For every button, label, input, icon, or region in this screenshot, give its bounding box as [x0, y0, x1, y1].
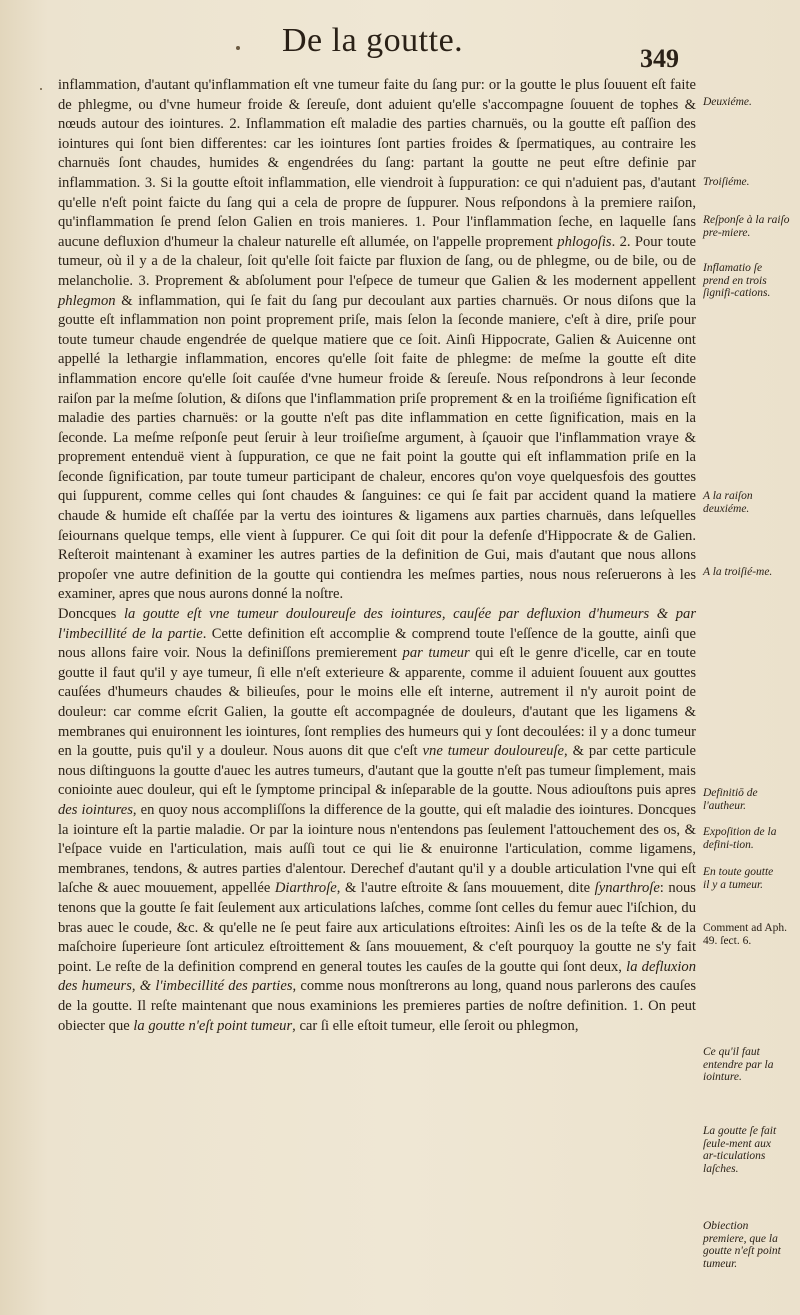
paragraph-2: [58, 605, 696, 1036]
text-run: : nous tenons que la goutte ſe fait ſeulement aux articulations laſches, comme ſont celles du femur auec l'iſchion, du bras auec le coude, &c. & qu'elle ne ſe peut faire aux articulations eſtroites: Ainſi les os de la teſte & de la maſchoire ſuperieure ſont articulez eſtroittement & ſans mouuement, & c'eſt pourquoy la goutte ne s'y fait point. Le reſte de la definition comprend en general toutes les cauſes de la goutte qui ſont deux,: [58, 880, 696, 975]
italic-run: par tumeur: [402, 645, 470, 662]
margin-note: La goutte ſe fait ſeule-ment aux ar-ticulations laſches.: [703, 1125, 777, 1175]
margin-note: Reſponſe à la raiſo pre-miere.: [703, 214, 790, 239]
page-number: 349: [640, 44, 679, 73]
main-text: [58, 76, 696, 1036]
italic-run: Diarthroſe: [274, 880, 337, 897]
text-run: & inflammation, qui ſe fait du ſang pur decoulant aux parties charnuës. Or nous diſons que la goutte eſt inflammation non point proprement priſe, mais ſelon la ſeconde maniere, c'eſt à dire, priſe pour toute tumeur chaude engendrée de quelque matiere que ce ſoit. Ainſi Hippocrate, Galien & Auicenne ont appellé la lethargie inflammation, encores qu'elle ſoit faite de phlegme: de meſme la goutte eſt dite inflammation encore qu'elle ſoit cauſée d'vne humeur froide & ſereuſe. Nous reſpondrons à leur ſeconde raiſon par la meſme ſolution, & diſons que l'inflammation priſe proprement & en la troiſiéme ſignification eſt maladie des parties charnuës: or la goutte n'eſt pas dite inflammation en cette ſignification, mais en la ſeconde. La meſme reſponſe peut ſeruir à leur troiſieſme argument, à ſçauoir que l'inflammation vraye & proprement entenduë vient à ſuppuration, ce que ne fait point la goutte qui eſt inflammation priſe en la ſeconde ſignification, par toute tumeur participant de chaleur, encores qu'on voye quelquesfois des gouttes qui ſuppurent, comme celles qui ſont chaudes & ſanguines: ce qui ſe fait par accident quand la matiere chaude & humide eſt chaſſée par la vertu des iointures & ligamens aux parties charnuës, dans leſquelles ſeiournans quelque temps, elle vient à ſuppurer. Ce qui ſoit dit pour la defenſe d'Hippocrate & de Galien. Reſteroit maintenant à examiner les autres parties de la definition de Gui, mais d'autant que nous allons propoſer vne autre definition de la goutte qui contiendra les meſmes parties, nous nous reſeruerons à les examiner, apres que nous aurons donné la noſtre.: [58, 292, 696, 603]
margin-note: Troiſiéme.: [703, 176, 750, 188]
running-title: De la goutte.: [282, 22, 464, 59]
italic-run: phlegmon: [58, 292, 116, 309]
margin-note: Comment ad Aph. 49. ſect. 6.: [703, 922, 788, 947]
paragraph-1: [58, 76, 696, 605]
text-run: . Cette definition eſt accomplie & comprend toute l'eſſence de la goutte, ainſi que nous allons faire voir. Nous la definiſſons premierement: [58, 625, 697, 662]
margin-note: Expoſition de la defini-tion.: [703, 826, 777, 851]
italic-run: la goutte eſt vne tumeur douloureuſe des iointures, cauſée par defluxion d'humeurs & par l'imbecillité de la partie: [58, 606, 696, 642]
text-run: inflammation, d'autant qu'inflammation eſt vne tumeur faite du ſang pur: or la goutte le plus ſouuent eſt faite de phlegme, ou d'vne humeur froide & ſereuſe, dont aduient qu'elle s'accompagne ſouuent de tophes & nœuds autour des iointures. 2. Inflammation eſt maladie des parties charnuës, ou la goutte eſt paſſion des iointures qui ſont bien differentes: car les iointures ſont parties froides & ſpermatiques, au contraire les charnuës ſont chaudes, humides & engendrées du ſang: partant la goutte ne peut eſtre definie par inflammation. 3. Si la goutte eſtoit inflammation, elle viendroit à ſuppuration: ce qui n'aduient pas, d'autant qu'elle n'eſt point faicte du ſang qui a cela de propre de ſuppurer. Nous reſpondons à la premiere raiſon, qu'inflammation ſe prend ſelon Galien en trois manieres. 1. Pour l'inflammation ſeche, en laquelle ſans aucune defluxion d'humeur la chaleur naturelle eſt allumée, on l'appelle proprement: [58, 77, 696, 250]
italic-run: ſynarthroſe: [594, 880, 660, 897]
italic-run: la defluxion des humeurs: [58, 958, 696, 995]
text-run: , & par cette particule nous diſtinguons la goutte d'auec les autres tumeurs, d'autant que la goutte n'eſt pas tumeur ſimplement, mais coniointe auec douleur, qui eſt le ſymptome principal & inſeparable de la goutte. Nous adiouſtons puis apres: [58, 743, 696, 799]
margin-note: Ce qu'il faut entendre par la iointure.: [703, 1046, 774, 1083]
italic-run: & l'imbecillité des parties: [139, 978, 293, 995]
margin-note: Inflamatio ſe prend en trois ſignifi-cations.: [703, 262, 771, 299]
italic-run: vne tumeur douloureuſe: [422, 743, 565, 760]
text-run: . 2. Pour toute tumeur, où il y a de la chaleur, ſoit qu'elle ſoit faicte par fluxion de ſang, ou de phlegme, ou de bile, ou de melancholie. 3. Proprement & abſolument pour l'eſpece de tumeur que Galien & les modernent appellent: [58, 233, 696, 289]
text-run: , & l'autre eſtroite & ſans mouuement, dite: [336, 880, 595, 897]
italic-run: phlogoſis: [557, 233, 612, 250]
margin-note: A la troiſié-me.: [703, 566, 773, 578]
margin-note: Definitiō de l'autheur.: [703, 787, 758, 812]
margin-note: Obiection premiere, que la goutte n'eſt point tumeur.: [703, 1220, 781, 1270]
text-run: , comme nous monſtrerons au long, quand nous parlerons des cauſes de la goutte. Il reſte maintenant que nous examinions les premieres parties de noſtre definition. 1. On peut obiecter que: [58, 978, 697, 1034]
text-run: Doncques: [58, 606, 124, 623]
ink-dot: [236, 46, 240, 50]
text-run: ,: [131, 978, 140, 995]
text-run: qui eſt le genre d'icelle, car en toute goutte il faut qu'il y aye tumeur, ſi elle n'eſt exterieure & apparente, comme il aduient ſouuent aux gouttes cauſées d'humeurs chaudes & bilieuſes, pour le moins elle eſt interne, autrement il n'y auroit point de douleur: car comme eſcrit Galien, la goutte eſt accompagnée de douleurs, d'autant que les ligamens & membranes qui enuironnent les iointures, ſont remplies des humeurs qui y ſont decoulées: il y a donc tumeur en la goutte, puis qu'il y a douleur. Nous auons dit que c'eſt: [58, 645, 696, 760]
italic-run: des iointures: [58, 801, 133, 818]
text-run: , car ſi elle eſtoit tumeur, elle ſeroit ou phlegmon,: [292, 1017, 579, 1034]
margin-note: En toute goutte il y a tumeur.: [703, 866, 774, 891]
margin-note: Deuxiéme.: [703, 96, 752, 108]
ink-speck: [40, 88, 42, 90]
italic-run: la goutte n'eſt point tumeur: [133, 1017, 293, 1034]
page-header: [0, 22, 800, 72]
margin-note: A la raiſon deuxiéme.: [703, 490, 753, 515]
text-run: , en quoy nous accompliſſons la difference de la goutte, qui eſt maladie des iointures. Doncques la iointure eſt la partie maladie. Or par la iointure nous n'entendons pas ſeulement l'attouchement des os, & l'eſpace vuide en l'articulation, mais auſſi tout ce qui lie & enuironne l'articulation, comme ligamens, membranes, tendons, & autres parties d'alentour. Derechef d'autant qu'il y a double articulation l'vne qui eſt laſche & auec mouuement, appellée: [58, 801, 696, 897]
